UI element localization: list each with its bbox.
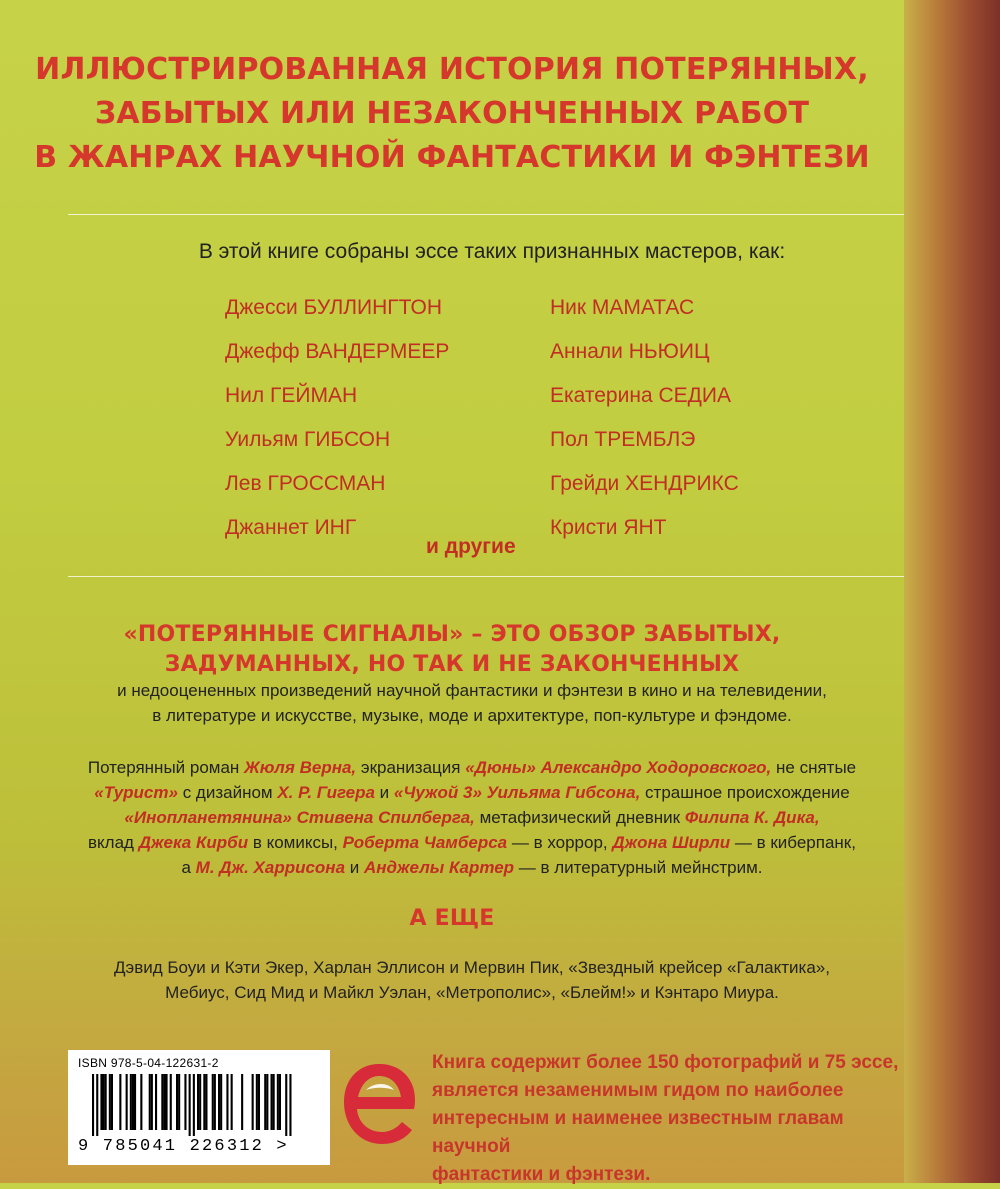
authors-list-right — [550, 286, 890, 550]
details-text: а — [181, 858, 196, 877]
authors-list-left — [225, 286, 565, 550]
barcode-bar — [273, 1074, 275, 1130]
barcode-bar — [140, 1074, 142, 1130]
blurb-line-2: является незаменимым гидом по наиболее — [432, 1080, 844, 1101]
author-name: Аннали НЬЮИЦ — [550, 340, 710, 363]
barcode-bar — [119, 1074, 121, 1130]
details-text: — в литературный мейнстрим. — [514, 858, 763, 877]
author-name: Уильям ГИБСОН — [225, 428, 391, 451]
highlight-name: «Турист» — [94, 783, 178, 802]
barcode-bar — [266, 1074, 268, 1130]
details-text: и — [345, 858, 364, 877]
barcode-bars — [78, 1074, 314, 1136]
highlight-name: Роберта Чамберса — [342, 833, 508, 852]
details-text: в комиксы, — [248, 833, 343, 852]
details-line-3 — [40, 805, 904, 830]
barcode-bar — [189, 1074, 191, 1136]
details-text: страшное происхождение — [640, 783, 850, 802]
highlight-name: М. Дж. Харрисона — [195, 858, 346, 877]
signals-line-1: и недооцененных произведений научной фантастики и фэнтези в кино и на телевидении, — [117, 681, 827, 700]
divider-middle — [68, 576, 904, 577]
details-text: вклад — [88, 833, 139, 852]
author-name: Ник МАМАТАС — [550, 296, 695, 319]
highlight-name: «Чужой 3» Уильяма Гибсона, — [393, 783, 641, 802]
headline-line-3: В ЖАНРАХ НАУЧНОЙ ФАНТАСТИКИ И ФЭНТЕЗИ — [34, 140, 870, 175]
highlight-name: Жюля Верна, — [244, 758, 357, 777]
barcode-bar — [279, 1074, 281, 1130]
barcode-bar — [271, 1074, 273, 1130]
barcode-bar — [103, 1074, 105, 1130]
details-text: и — [374, 783, 394, 802]
highlight-name: Джека Кирби — [138, 833, 249, 852]
barcode-bar — [96, 1074, 98, 1136]
details-text: метафизический дневник — [474, 808, 685, 827]
barcode-bar — [231, 1074, 233, 1130]
highlight-name: «Инопланетянина» Стивена Спилберга, — [124, 808, 475, 827]
details-text: — в киберпанк, — [730, 833, 856, 852]
barcode-bar — [214, 1074, 216, 1130]
author-name: Пол ТРЕМБЛЭ — [550, 428, 696, 451]
barcode-bar — [155, 1074, 157, 1130]
barcode-bar — [285, 1074, 287, 1136]
barcode-bar — [109, 1074, 111, 1130]
barcode-bar — [178, 1074, 180, 1130]
blurb-line-1: Книга содержит более 150 фотографий и 75 эссе, — [432, 1052, 899, 1073]
book-spine — [904, 0, 1000, 1183]
barcode-bar — [111, 1074, 113, 1130]
barcode-bar — [184, 1074, 186, 1130]
barcode-bar — [218, 1074, 220, 1130]
barcode-bar — [130, 1074, 132, 1130]
signals-heading-line-1: «ПОТЕРЯННЫЕ СИГНАЛЫ» – ЭТО ОБЗОР ЗАБЫТЫХ, — [123, 622, 781, 647]
barcode-bar — [170, 1074, 172, 1130]
details-line-5 — [40, 855, 904, 880]
barcode-bar — [258, 1074, 260, 1130]
details-text: с дизайном — [177, 783, 278, 802]
also-heading: А ЕЩЕ — [409, 906, 495, 931]
highlight-name: Филипа К. Дика, — [684, 808, 820, 827]
details-text: экранизация — [356, 758, 466, 777]
signals-description — [40, 678, 904, 728]
barcode-bar — [205, 1074, 207, 1130]
highlight-name: Х. Р. Гигера — [277, 783, 375, 802]
barcode-bar — [149, 1074, 151, 1130]
author-name: Кристи ЯНТ — [550, 516, 667, 539]
barcode-bar — [199, 1074, 201, 1130]
barcode-bar — [163, 1074, 165, 1130]
barcode-bar — [132, 1074, 134, 1130]
barcode-bar — [126, 1074, 128, 1130]
divider-top — [68, 214, 904, 215]
ean-digits: 9 785041 226312 > — [78, 1137, 289, 1156]
barcode-bar — [226, 1074, 228, 1130]
author-name: Лев ГРОССМАН — [225, 472, 386, 495]
barcode-bar — [161, 1074, 163, 1130]
barcode-bar — [203, 1074, 205, 1130]
barcode-bar — [100, 1074, 102, 1130]
barcode-bar — [264, 1074, 266, 1130]
details-line-1 — [40, 755, 904, 780]
barcode-bar — [197, 1074, 199, 1130]
author-name: Нил ГЕЙМАН — [225, 384, 358, 407]
barcode-bar — [176, 1074, 178, 1130]
details-text: Потерянный роман — [87, 758, 245, 777]
details-line-4 — [40, 830, 904, 855]
authors-intro: В этой книге собраны эссе таких признанных мастеров, как: — [198, 240, 786, 263]
highlight-name: Анджелы Картер — [363, 858, 515, 877]
barcode-bar — [241, 1074, 243, 1130]
blurb-line-4: фантастики и фэнтези. — [432, 1164, 651, 1185]
author-name: Екатерина СЕДИА — [550, 384, 731, 407]
isbn-barcode — [68, 1050, 330, 1165]
headline-line-1: ИЛЛЮСТРИРОВАННАЯ ИСТОРИЯ ПОТЕРЯННЫХ, — [35, 52, 869, 87]
also-paragraph — [40, 955, 904, 1005]
signals-heading — [0, 620, 904, 680]
details-text: — в хоррор, — [507, 833, 613, 852]
barcode-bar — [252, 1074, 254, 1130]
book-blurb — [432, 1049, 902, 1189]
headline-line-2: ЗАБЫТЫХ ИЛИ НЕЗАКОНЧЕННЫХ РАБОТ — [94, 96, 810, 131]
author-name: Джесси БУЛЛИНГТОН — [225, 296, 443, 319]
barcode-bar — [220, 1074, 222, 1130]
signals-heading-line-2: ЗАДУМАННЫХ, НО ТАК И НЕ ЗАКОНЧЕННЫХ — [164, 652, 740, 677]
also-line-2: Мебиус, Сид Мид и Майкл Уэлан, «Метрополис», «Блейм!» и Кэнтаро Миура. — [165, 983, 779, 1002]
also-line-1: Дэвид Боуи и Кэти Экер, Харлан Эллисон и Мервин Пик, «Звездный крейсер «Галактика», — [114, 958, 830, 977]
barcode-bar — [134, 1074, 136, 1130]
isbn-number: ISBN 978-5-04-122631-2 — [78, 1056, 219, 1070]
barcode-bar — [256, 1074, 258, 1130]
details-text: не снятые — [771, 758, 857, 777]
highlight-name: Джона Ширли — [612, 833, 731, 852]
barcode-bar — [289, 1074, 291, 1136]
barcode-bar — [193, 1074, 195, 1136]
highlight-name: «Дюны» Александро Ходоровского, — [465, 758, 772, 777]
signals-line-2: в литературе и искусстве, музыке, моде и архитектуре, поп-культуре и фэндоме. — [152, 706, 792, 725]
barcode-bar — [277, 1074, 279, 1130]
eksmo-logo-icon — [340, 1060, 418, 1150]
barcode-bar — [105, 1074, 107, 1130]
author-name: Джефф ВАНДЕРМЕЕР — [225, 340, 450, 363]
details-paragraph — [40, 755, 904, 880]
and-others-label: и другие — [426, 535, 516, 558]
author-name: Джаннет ИНГ — [225, 516, 357, 539]
barcode-bar — [151, 1074, 153, 1130]
blurb-line-3: интересным и наименее известным главам научной — [432, 1108, 844, 1157]
barcode-bar — [212, 1074, 214, 1130]
details-line-2 — [40, 780, 904, 805]
author-name: Грейди ХЕНДРИКС — [550, 472, 739, 495]
headline — [0, 48, 904, 180]
barcode-bar — [166, 1074, 168, 1130]
barcode-bar — [92, 1074, 94, 1136]
